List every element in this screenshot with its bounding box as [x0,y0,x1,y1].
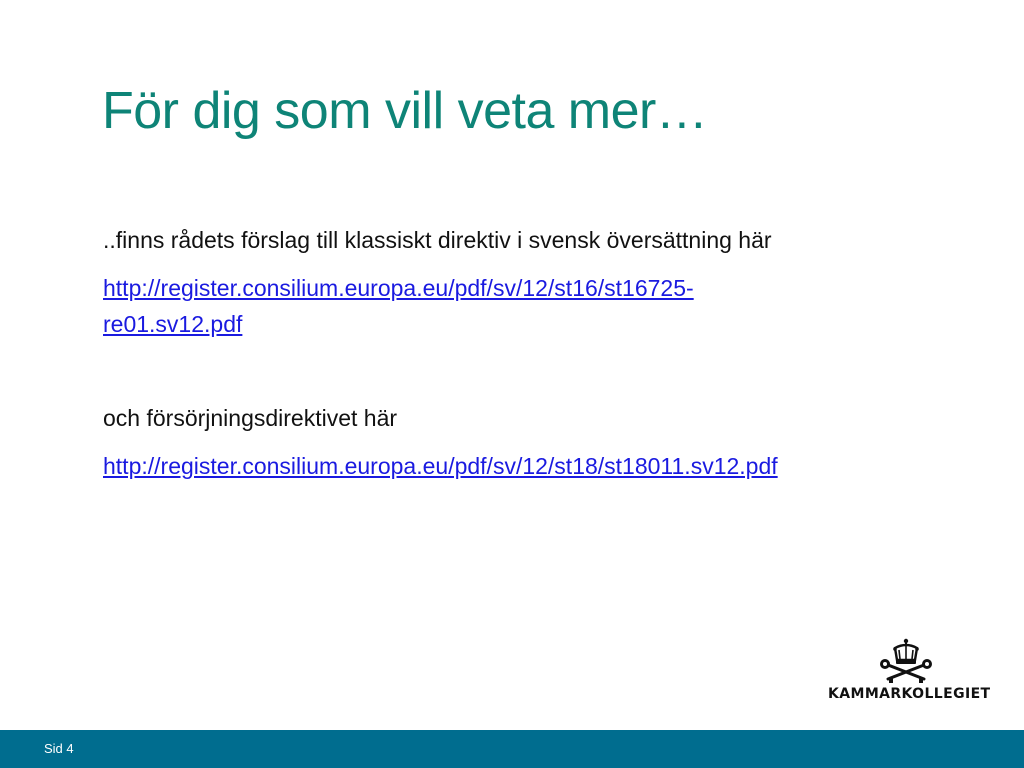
link1-line2: re01.sv12.pdf [103,311,243,337]
link2-paragraph [103,448,973,484]
slide-title: För dig som vill veta mer… [102,82,708,140]
intro-text: ..finns rådets förslag till klassiskt direktiv i svensk översättning här [103,227,772,253]
kammarkollegiet-logo [826,636,991,708]
consilium-link-st16725[interactable] [103,275,694,337]
footer-bar [0,730,1024,768]
crown-keys-icon [878,638,934,684]
link1-line1: http://register.consilium.europa.eu/pdf/sv/12/st16/st16725- [103,275,694,301]
slide-body [103,222,973,496]
logo-wordmark: KAMMARKOLLEGIET [828,686,991,702]
link1-paragraph [103,270,973,342]
second-text: och försörjningsdirektivet här [103,405,398,431]
consilium-link-st18011[interactable]: http://register.consilium.europa.eu/pdf/sv/12/st18/st18011.sv12.pdf [103,453,778,479]
page-number: Sid 4 [44,741,74,756]
